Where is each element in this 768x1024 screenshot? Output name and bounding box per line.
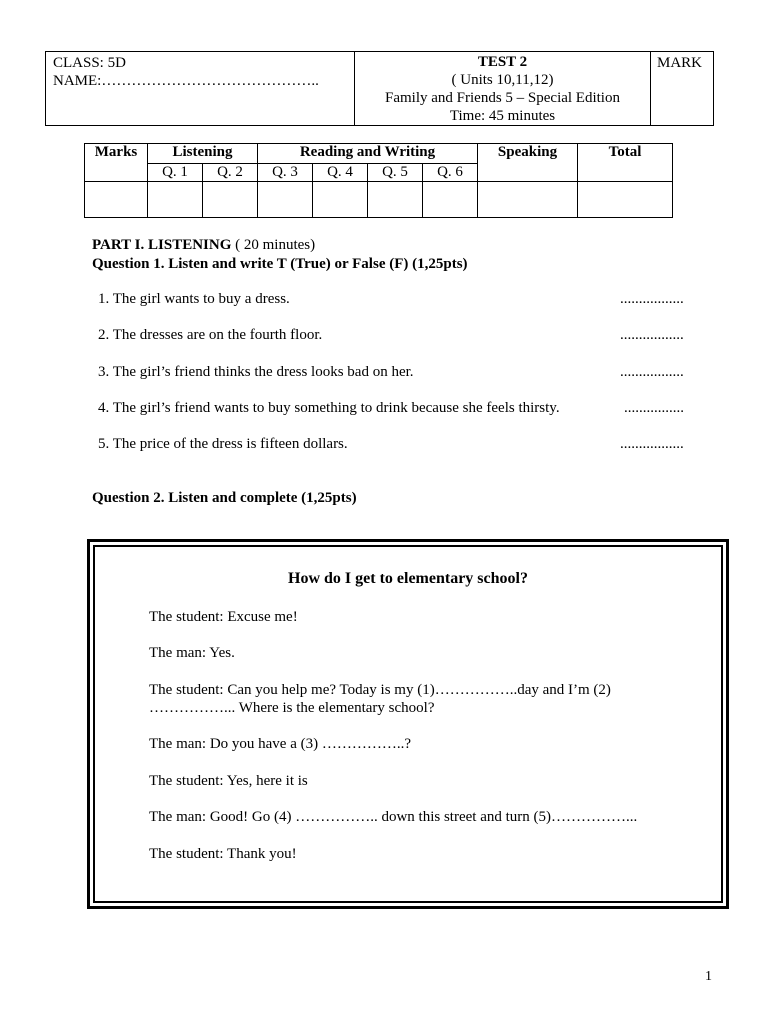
q5-header: Q. 5 <box>368 164 423 182</box>
listening-header: Listening <box>148 144 258 164</box>
q1-answer-4[interactable]: ................ <box>624 400 684 416</box>
q1-title: Question 1. Listen and write T (True) or False (F) (1,25pts) <box>92 256 468 272</box>
speaking-header: Speaking <box>478 144 578 182</box>
q5-score-cell[interactable] <box>368 182 423 218</box>
q1-score-cell[interactable] <box>148 182 203 218</box>
speaking-score-cell[interactable] <box>478 182 578 218</box>
dialogue-title: How do I get to elementary school? <box>288 570 528 587</box>
part1-heading: PART I. LISTENING <box>92 237 232 253</box>
total-score-cell[interactable] <box>578 182 673 218</box>
q6-header: Q. 6 <box>423 164 478 182</box>
q4-score-cell[interactable] <box>313 182 368 218</box>
dialogue-box <box>87 539 729 909</box>
q1-item-1: 1. The girl wants to buy a dress. <box>98 291 290 307</box>
q2-title: Question 2. Listen and complete (1,25pts) <box>92 490 357 506</box>
q6-score-cell[interactable] <box>423 182 478 218</box>
q1-answer-5[interactable]: ................. <box>620 436 684 452</box>
test-time: Time: 45 minutes <box>449 108 556 124</box>
marks-score-cell[interactable] <box>85 182 148 218</box>
q1-header: Q. 1 <box>148 164 203 182</box>
q2-header: Q. 2 <box>203 164 258 182</box>
test-title: TEST 2 <box>477 54 528 70</box>
dialogue-line-1: The student: Excuse me! <box>149 609 298 625</box>
q2-score-cell[interactable] <box>203 182 258 218</box>
dialogue-line-3[interactable]: The student: Can you help me? Today is my (1)……………..day and I’m (2) <box>149 682 611 698</box>
part1-heading-line <box>92 237 315 254</box>
q3-header: Q. 3 <box>258 164 313 182</box>
q1-item-4: 4. The girl’s friend wants to buy something to drink because she feels thirsty. <box>98 400 560 416</box>
q1-answer-2[interactable]: ................. <box>620 327 684 343</box>
q1-item-2: 2. The dresses are on the fourth floor. <box>98 327 323 343</box>
dialogue-line-6: The student: Yes, here it is <box>149 773 308 789</box>
q3-score-cell[interactable] <box>258 182 313 218</box>
dialogue-inner-frame <box>93 545 723 903</box>
class-label: CLASS: 5D <box>53 55 126 71</box>
q1-answer-1[interactable]: ................. <box>620 291 684 307</box>
q4-header: Q. 4 <box>313 164 368 182</box>
q1-item-3: 3. The girl’s friend thinks the dress looks bad on her. <box>98 364 414 380</box>
dialogue-line-7[interactable]: The man: Good! Go (4) …………….. down this street and turn (5)……………... <box>149 809 638 825</box>
part1-duration: ( 20 minutes) <box>235 237 316 253</box>
q1-answer-3[interactable]: ................. <box>620 364 684 380</box>
marks-header: Marks <box>85 144 148 182</box>
test-book: Family and Friends 5 – Special Edition <box>385 90 620 106</box>
header-table <box>45 51 714 126</box>
dialogue-line-5[interactable]: The man: Do you have a (3) ……………..? <box>149 736 412 752</box>
dialogue-line-2: The man: Yes. <box>149 645 235 661</box>
page-number: 1 <box>705 969 712 984</box>
mark-label: MARK <box>657 55 703 71</box>
mark-cell[interactable] <box>651 52 714 126</box>
total-header: Total <box>578 144 673 182</box>
dialogue-line-4[interactable]: ……………... Where is the elementary school? <box>149 700 435 716</box>
test-info-cell <box>355 52 651 126</box>
q1-item-5: 5. The price of the dress is fifteen dollars. <box>98 436 348 452</box>
marks-table <box>84 143 673 218</box>
dialogue-line-8: The student: Thank you! <box>149 846 297 862</box>
test-units: ( Units 10,11,12) <box>451 72 554 88</box>
class-name-cell <box>46 52 355 126</box>
reading-writing-header: Reading and Writing <box>258 144 478 164</box>
name-field[interactable]: NAME:…………………………………….. <box>53 73 319 89</box>
